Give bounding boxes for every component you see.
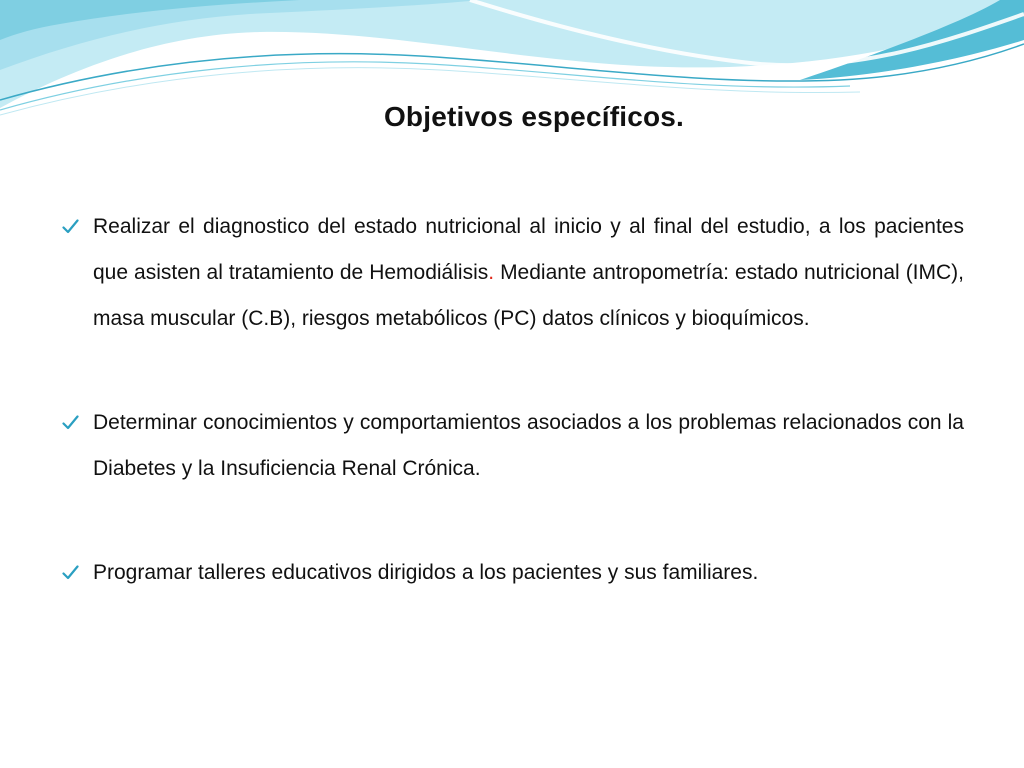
highlighted-period: . — [488, 261, 495, 284]
list-item — [58, 400, 964, 492]
list-item — [58, 204, 964, 342]
list-item-text: Programar talleres educativos dirigidos a los pacientes y sus familiares. — [93, 561, 759, 584]
slide-title: Objetivos específicos. — [383, 101, 685, 132]
list-item-text-continued: Mediante antropometría: estado nutricional (IMC), masa muscular (C.B), riesgos metabólicos (PC) datos clínicos y bioquímicos. — [93, 261, 965, 330]
check-icon — [62, 415, 79, 430]
check-icon — [62, 219, 79, 234]
objectives-list — [58, 204, 964, 596]
list-item — [58, 550, 964, 596]
list-item-text: Realizar el diagnostico del estado nutricional al inicio y al final del estudio, a los pacientes que asisten al tratamiento de Hemodiálisis — [93, 215, 964, 284]
check-icon — [62, 565, 79, 580]
list-item-text: Determinar conocimientos y comportamientos asociados a los problemas relacionados con la Diabetes y la Insuficiencia Renal Crónica. — [93, 411, 964, 480]
